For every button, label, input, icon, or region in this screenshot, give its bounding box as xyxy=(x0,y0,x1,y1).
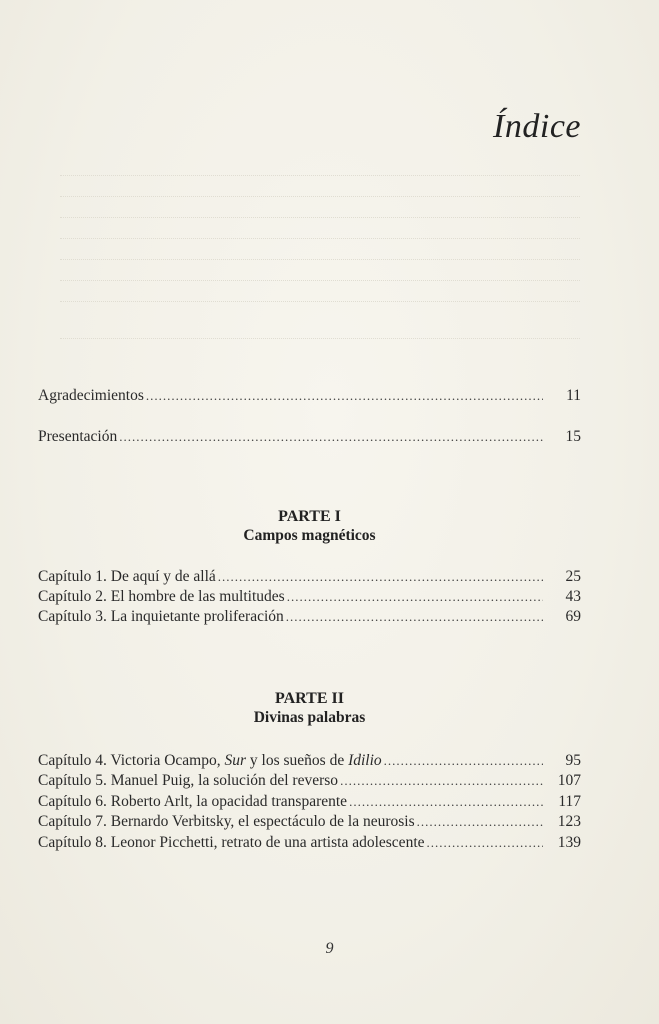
part-heading: PARTE I xyxy=(278,508,341,525)
toc-entry-label xyxy=(38,751,382,771)
toc-entry-agradecimientos xyxy=(38,386,581,406)
toc-entry-presentacion xyxy=(38,427,581,447)
toc-entry-page: 69 xyxy=(565,608,581,625)
toc-entry-page: 123 xyxy=(557,813,581,830)
toc-entry-label: Capítulo 8. Leonor Picchetti, retrato de una artista adolescente xyxy=(38,834,425,851)
page-title: Índice xyxy=(493,108,581,145)
toc-entry-page: 15 xyxy=(565,428,581,445)
show-through-line xyxy=(60,338,580,340)
toc-entry-page: 25 xyxy=(565,568,581,585)
dot-leader xyxy=(119,427,543,447)
toc-entry-label: Capítulo 6. Roberto Arlt, la opacidad transparente xyxy=(38,793,348,810)
part-subtitle: Divinas palabras xyxy=(253,709,366,726)
dot-leader xyxy=(340,771,543,791)
toc-entry-chapter-6 xyxy=(38,792,581,812)
toc-entry-label: Capítulo 1. De aquí y de allá xyxy=(38,568,216,585)
part-heading: PARTE II xyxy=(275,690,344,707)
dot-leader xyxy=(218,567,543,587)
toc-entry-page: 95 xyxy=(565,752,581,769)
toc-entry-label: Presentación xyxy=(38,428,118,445)
page-number: 9 xyxy=(325,940,334,957)
toc-entry-page: 43 xyxy=(565,588,581,605)
dot-leader xyxy=(427,833,543,853)
toc-entry-label: Capítulo 5. Manuel Puig, la solución del reverso xyxy=(38,772,339,789)
toc-entry-label: Agradecimientos xyxy=(38,387,144,404)
toc-entry-label: Capítulo 3. La inquietante proliferación xyxy=(38,608,284,625)
part-subtitle: Campos magnéticos xyxy=(243,527,376,544)
toc-entry-chapter-5 xyxy=(38,771,581,791)
toc-entry-page: 107 xyxy=(557,772,581,789)
toc-entry-chapter-2 xyxy=(38,587,581,607)
dot-leader xyxy=(286,607,543,627)
dot-leader xyxy=(349,792,543,812)
journal-title-idilio: Idilio xyxy=(348,752,382,769)
show-through-line xyxy=(60,259,580,261)
show-through-line xyxy=(60,175,580,177)
toc-entry-chapter-1 xyxy=(38,567,581,587)
dot-leader xyxy=(287,587,543,607)
toc-entry-page: 117 xyxy=(558,793,581,810)
toc-label-part: Capítulo 4. Victoria Ocampo, xyxy=(38,752,225,769)
toc-entry-chapter-7 xyxy=(38,812,581,832)
toc-entry-page: 11 xyxy=(566,387,581,404)
show-through-line xyxy=(60,196,580,198)
show-through-line xyxy=(60,280,580,282)
toc-entry-label: Capítulo 7. Bernardo Verbitsky, el espectáculo de la neurosis xyxy=(38,813,415,830)
toc-entry-label: Capítulo 2. El hombre de las multitudes xyxy=(38,588,285,605)
show-through-line xyxy=(60,301,580,303)
show-through-line xyxy=(60,217,580,219)
toc-label-part: y los sueños de xyxy=(246,752,349,769)
dot-leader xyxy=(384,751,543,771)
toc-entry-chapter-3 xyxy=(38,607,581,627)
toc-entry-chapter-8 xyxy=(38,833,581,853)
toc-entry-chapter-4 xyxy=(38,751,581,771)
show-through-line xyxy=(60,238,580,240)
journal-title-sur: Sur xyxy=(224,752,247,769)
toc-entry-page: 139 xyxy=(557,834,581,851)
dot-leader xyxy=(417,812,543,832)
dot-leader xyxy=(146,386,543,406)
